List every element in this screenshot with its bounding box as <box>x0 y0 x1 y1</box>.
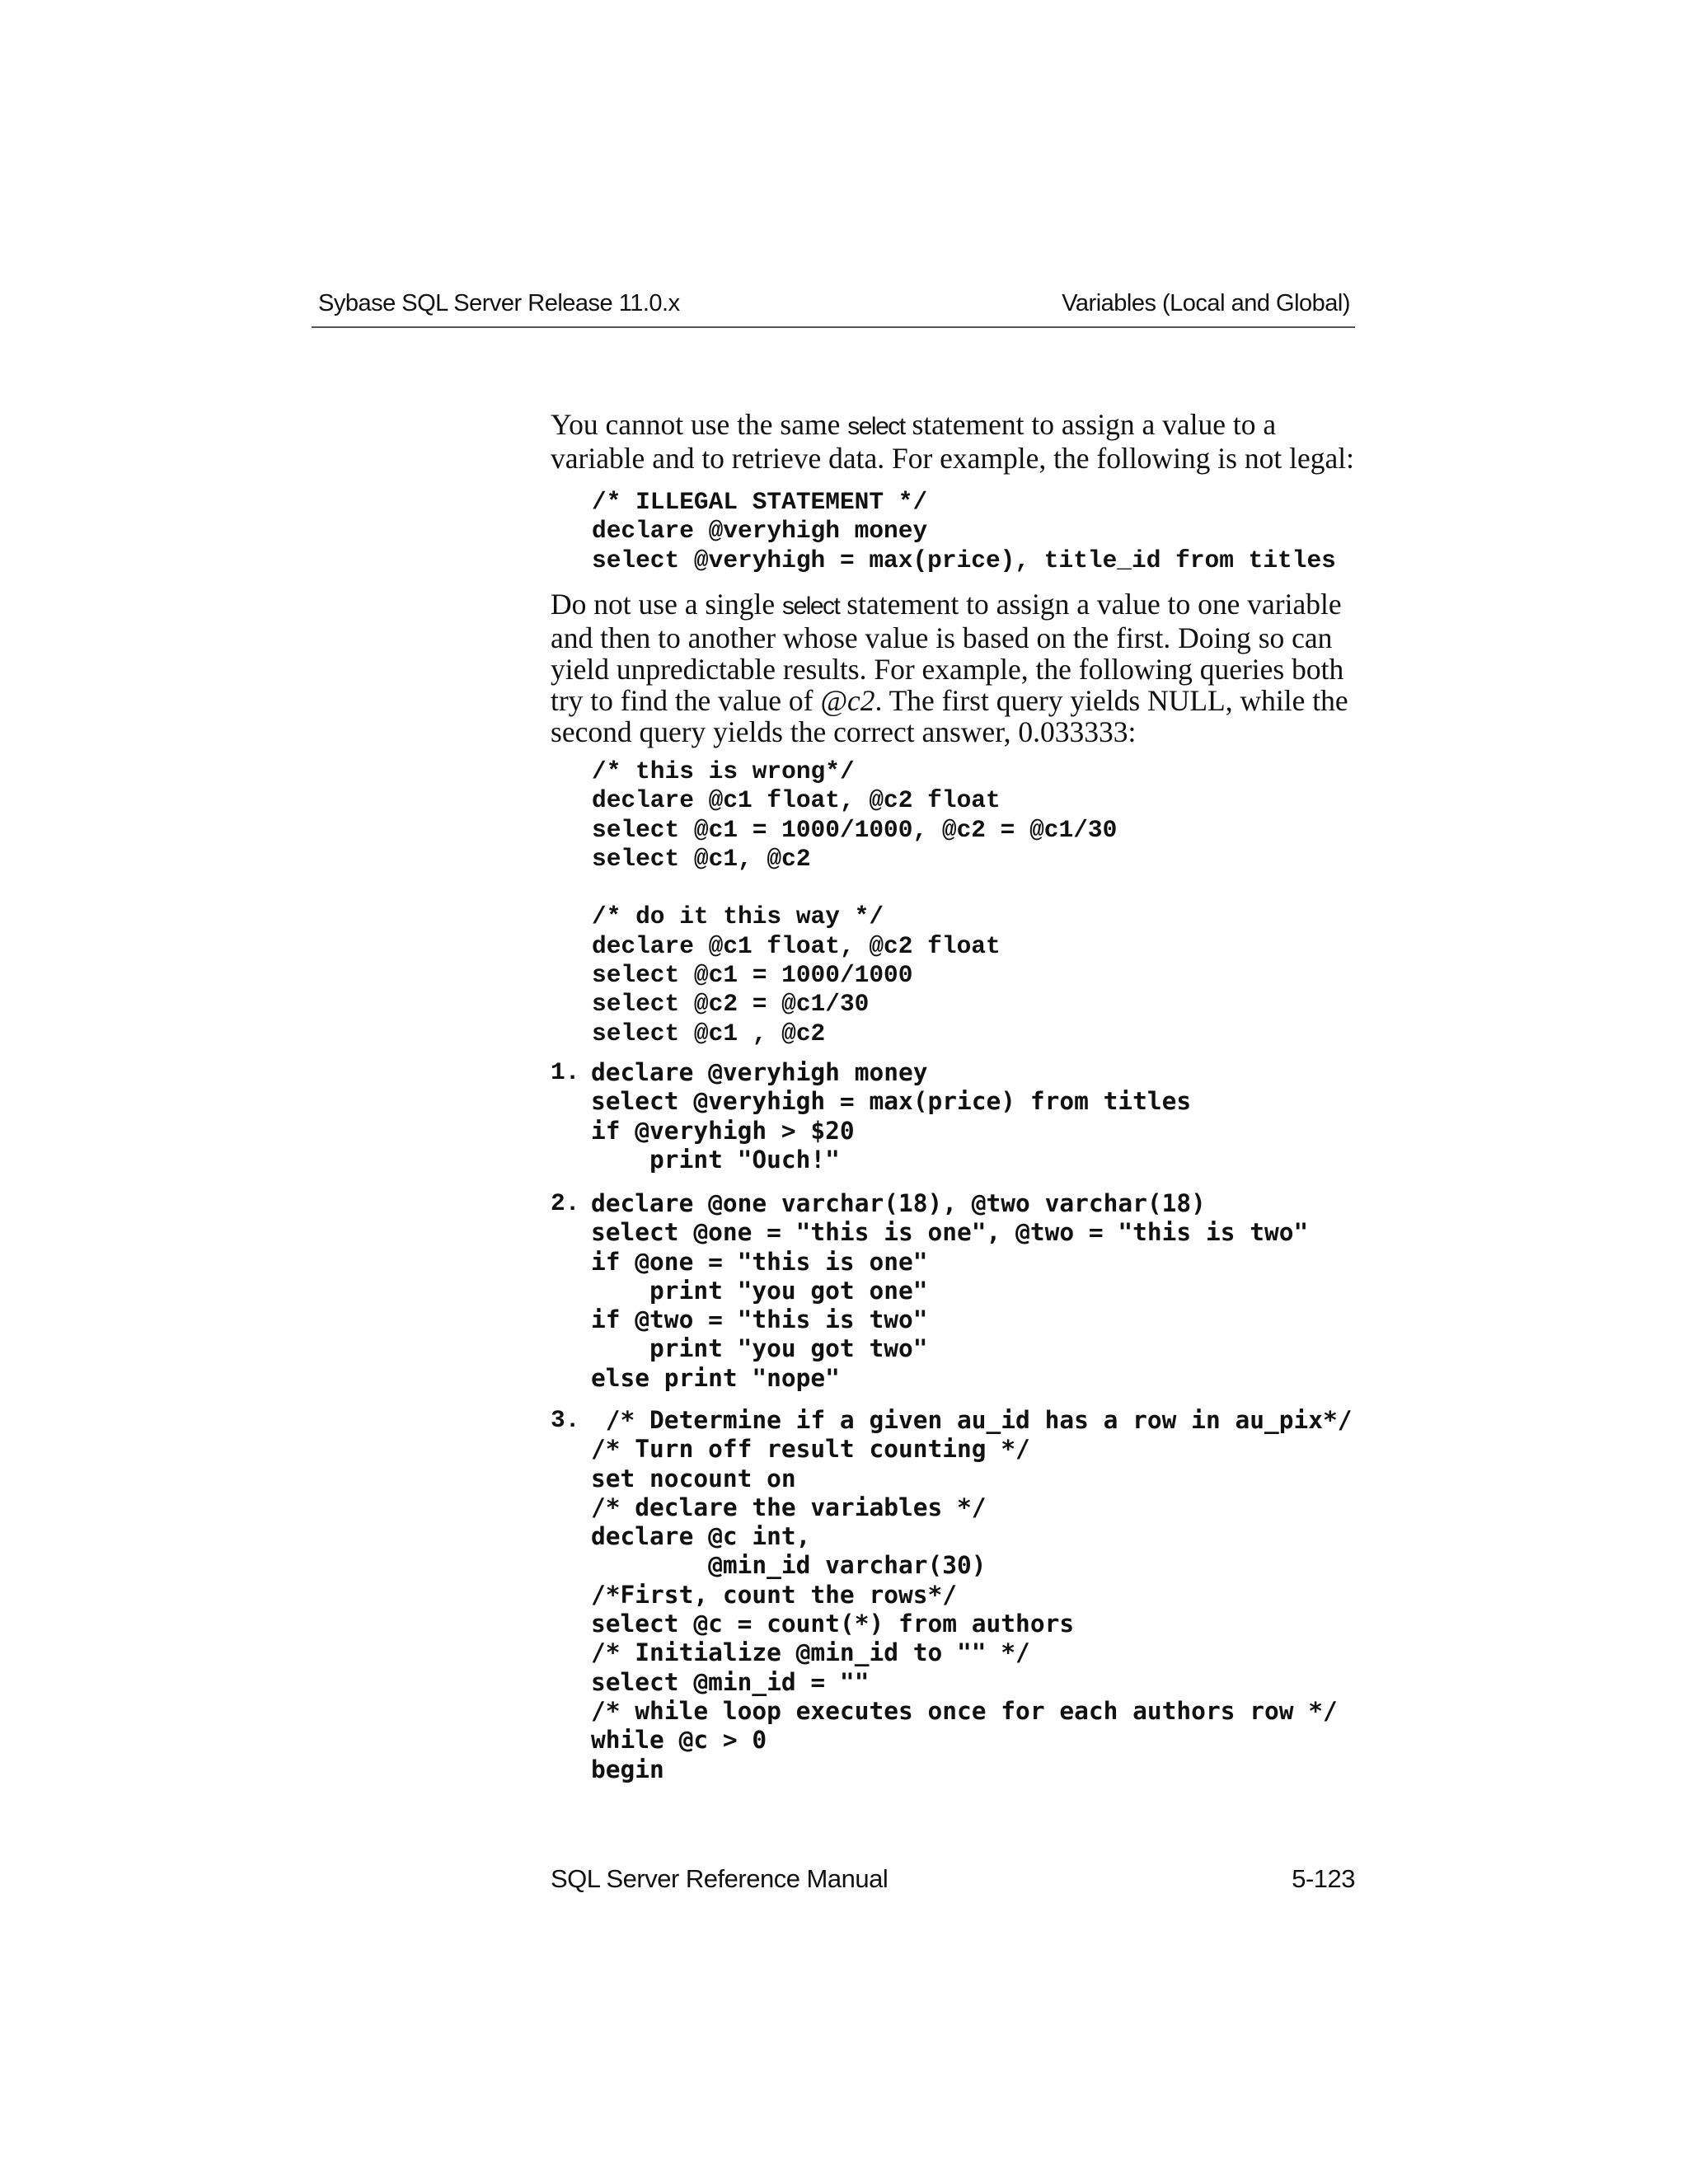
footer-manual-title: SQL Server Reference Manual <box>551 1864 889 1893</box>
page-number: 5-123 <box>1292 1864 1355 1893</box>
paragraph-text: . The first query yields NULL, while the second query yields the correct answer, 0.033333: <box>551 684 1348 748</box>
example-number: 1. <box>551 1058 580 1086</box>
variable-name: @c2 <box>820 684 875 717</box>
keyword-select: select <box>847 413 905 440</box>
running-header <box>315 290 1352 326</box>
paragraph-text: statement to assign a value to one variable and then to another whose value is based on the first. Doing so can yield unpredictable results. For example, the following queries both try to find the value of <box>551 588 1344 717</box>
header-rule <box>312 326 1355 328</box>
paragraph-text: You cannot use the same <box>551 408 848 441</box>
example-code: declare @veryhigh money select @veryhigh = max(price) from titles if @veryhigh > $20 print "Ouch!" <box>591 1058 1192 1174</box>
example-code: /* Determine if a given au_id has a row in au_pix*/ /* Turn off result counting */ set nocount on /* declare the variables */ declare @c int, @min_id varchar(30) /*First, count the rows*/ select @c = count(*) from authors /* Initialize @min_id to "" */ select @min_id = "" /* while loop executes once for each authors row */ while @c > 0 begin <box>591 1406 1353 1783</box>
paragraph-single-select-warning <box>551 588 1358 748</box>
paragraph-select-restriction <box>551 409 1358 474</box>
example-number: 2. <box>551 1189 580 1217</box>
code-illegal-statement: /* ILLEGAL STATEMENT */ declare @veryhigh money select @veryhigh = max(price), title_id from titles <box>592 488 1336 574</box>
paragraph-text: statement to assign a value to a variable and to retrieve data. For example, the following is not legal: <box>551 408 1354 475</box>
header-section-title: Variables (Local and Global) <box>1062 290 1350 316</box>
code-wrong-and-right-way: /* this is wrong*/ declare @c1 float, @c2 float select @c1 = 1000/1000, @c2 = @c1/30 select @c1, @c2 /* do it this way */ declare @c1 float, @c2 float select @c1 = 1000/1000 select @c2 = @c1/30 select @c1 , @c2 <box>592 757 1118 1047</box>
keyword-select: select <box>782 593 840 620</box>
example-code: declare @one varchar(18), @two varchar(18) select @one = "this is one", @two = "this is two" if @one = "this is one" print "you got one" if @two = "this is two" print "you got two" else print "nope" <box>591 1189 1309 1392</box>
example-number: 3. <box>551 1406 580 1434</box>
paragraph-text: Do not use a single <box>551 588 783 621</box>
header-product-title: Sybase SQL Server Release 11.0.x <box>318 290 680 316</box>
running-footer <box>551 1864 1355 1900</box>
